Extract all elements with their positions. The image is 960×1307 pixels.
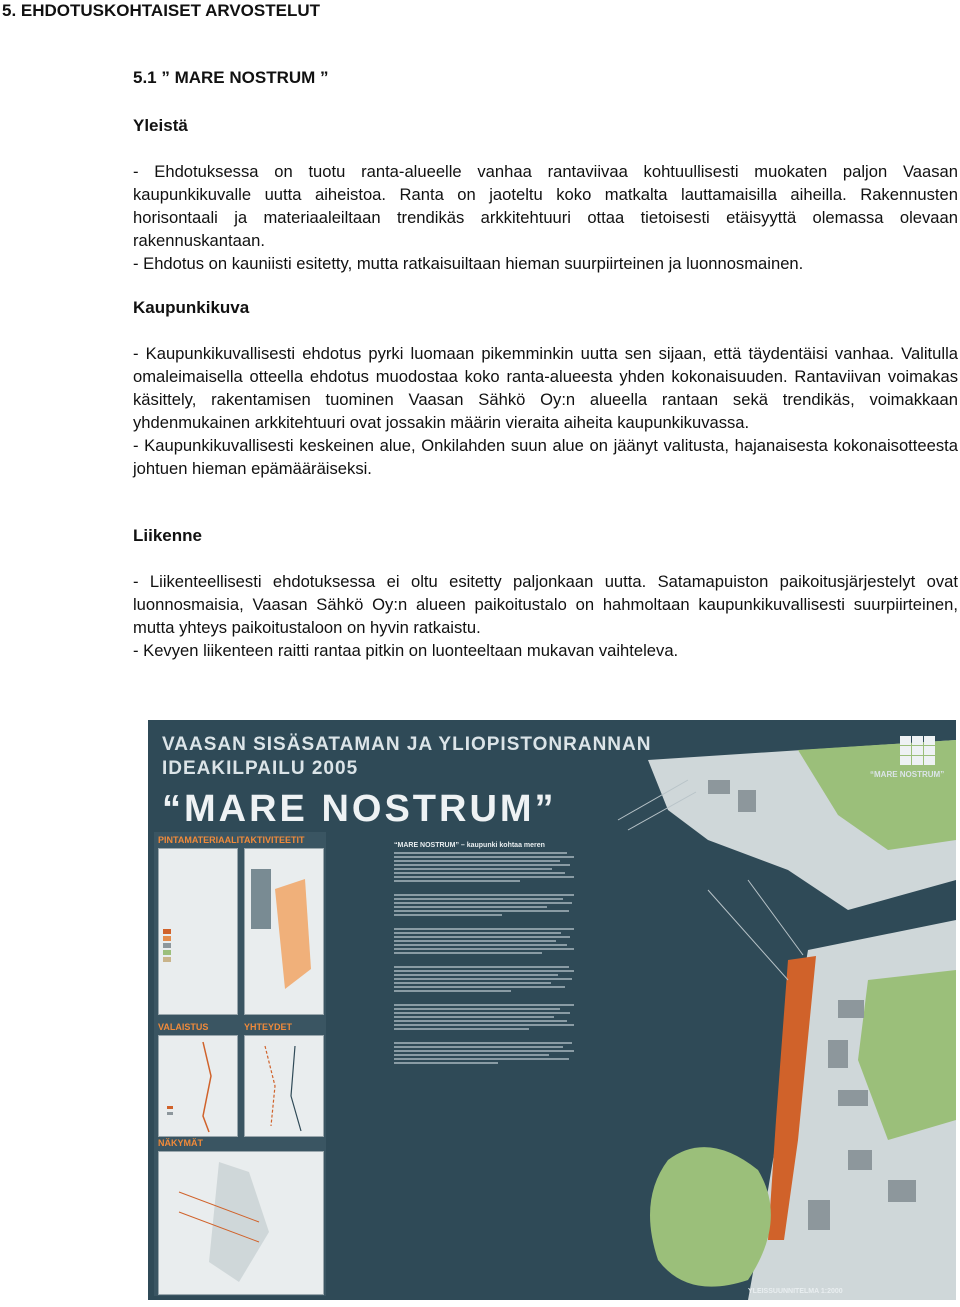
text-line xyxy=(394,1024,574,1026)
text-line xyxy=(394,970,574,972)
text-line xyxy=(394,1020,567,1022)
text-line xyxy=(394,944,567,946)
paragraph: - Ehdotuksessa on tuotu ranta-alueelle vanhaa rantaviivaa kohtuullisesti muokaten paljon Vaasan kaupunkikuvalle uutta aiheistoa. Ranta on jaoteltu koko matkalta lauttamaisilla aiheilla. Rakennusten horisontaali ja materiaaleiltaan trendikäs arkkitehtuuri ottaa tietoisesti etäisyyttä olemassa olevaan rakennuskantaan. xyxy=(133,162,958,250)
panel-nakymat xyxy=(158,1151,324,1295)
text-line xyxy=(394,880,520,882)
legend-materials xyxy=(163,929,171,964)
paragraph: - Kevyen liikenteen raitti rantaa pitkin on luonteeltaan mukavan vaihteleva. xyxy=(133,641,679,660)
panel-pintamateriaalit xyxy=(158,848,238,1015)
text-line xyxy=(394,966,569,968)
text-line xyxy=(394,852,567,854)
text-line xyxy=(394,952,542,954)
text-line xyxy=(394,1046,563,1048)
text-line xyxy=(394,864,570,866)
panel-label-yhteydet: YHTEYDET xyxy=(244,1022,293,1032)
text-line xyxy=(394,1016,554,1018)
text-line xyxy=(394,906,547,908)
paragraph: - Kaupunkikuvallisesti ehdotus pyrki luomaan pikemminkin uutta sen sijaan, että täydentäisi vanhaa. Valitulla omaleimaisella otteella ehdotus muodostaa koko ranta-alueesta yhden kokonaisuuden. Rantaviivan voimakas käsittely, rakentamisen tuominen Vaasan Sähkö Oy:n alueella rantaan sekä trendikäs, voimakkaan yhdenmukainen arkkitehtuuri ovat jossakin määrin vieraita aiheita kaupunkikuvassa. xyxy=(133,344,958,432)
section-body-yleista xyxy=(133,160,958,275)
section-body-kaupunkikuva xyxy=(133,342,958,480)
text-line xyxy=(394,978,572,980)
text-column-heading: “MARE NOSTRUM” – kaupunki kohtaa meren xyxy=(394,842,545,849)
text-line xyxy=(394,856,574,858)
panel-label-aktiviteetit: AKTIVITEETIT xyxy=(244,835,305,845)
text-line xyxy=(394,1062,498,1064)
scale-label: YLEISSUUNNITELMA 1:2000 xyxy=(748,1288,843,1295)
text-line xyxy=(394,1028,529,1030)
subchapter-title: 5.1 ” MARE NOSTRUM ” xyxy=(133,68,329,87)
text-line xyxy=(394,868,552,870)
text-line xyxy=(394,986,565,988)
section-heading-yleista: Yleistä xyxy=(133,116,188,135)
green-island xyxy=(650,1147,771,1287)
text-line xyxy=(394,1054,549,1056)
text-line xyxy=(394,894,574,896)
text-line xyxy=(394,1050,574,1052)
text-line xyxy=(394,872,565,874)
activities-diagram xyxy=(245,849,323,1014)
text-line xyxy=(394,1042,572,1044)
lighting-diagram xyxy=(159,1036,237,1136)
text-line xyxy=(394,910,569,912)
text-line xyxy=(394,1008,560,1010)
text-line xyxy=(394,990,511,992)
text-line xyxy=(394,948,574,950)
panel-label-nakymat: NÄKYMÄT xyxy=(158,1138,203,1148)
text-line xyxy=(394,940,556,942)
views-diagram xyxy=(159,1152,323,1294)
poster-title-line1: VAASAN SISÄSATAMAN JA YLIOPISTONRANNAN xyxy=(162,734,652,755)
text-line xyxy=(394,860,560,862)
panel-yhteydet xyxy=(244,1035,324,1137)
text-line xyxy=(394,914,502,916)
connections-diagram xyxy=(245,1036,323,1136)
competition-poster xyxy=(148,720,956,1300)
panel-label-valaistus: VALAISTUS xyxy=(158,1022,209,1032)
text-line xyxy=(394,1058,569,1060)
text-line xyxy=(394,932,561,934)
panel-valaistus xyxy=(158,1035,238,1137)
panel-label-pintamateriaalit: PINTAMATERIAALIT xyxy=(158,835,245,845)
text-line xyxy=(394,1004,574,1006)
text-line xyxy=(394,1012,570,1014)
text-line xyxy=(394,936,570,938)
poster-title-line3: “MARE NOSTRUM” xyxy=(162,788,557,830)
paragraph: - Ehdotus on kauniisti esitetty, mutta ratkaisuiltaan hieman suurpiirteinen ja luonnosmainen. xyxy=(133,254,804,273)
section-heading-kaupunkikuva: Kaupunkikuva xyxy=(133,298,250,317)
section-heading-liikenne: Liikenne xyxy=(133,526,202,545)
text-line xyxy=(394,928,574,930)
poster-title xyxy=(162,734,651,831)
text-line xyxy=(394,898,563,900)
panel-aktiviteetit xyxy=(244,848,324,1015)
grid-logo-icon xyxy=(900,736,936,766)
text-line xyxy=(394,902,572,904)
chapter-title: 5. EHDOTUSKOHTAISET ARVOSTELUT xyxy=(2,1,320,20)
text-line xyxy=(394,982,551,984)
poster-title-line2: IDEAKILPAILU 2005 xyxy=(162,758,359,779)
paragraph: - Liikenteellisesti ehdotuksessa ei oltu esitetty paljonkaan uutta. Satamapuiston paikoitusjärjestelyt ovat luonnosmaisia, Vaasan Sähkö Oy:n alueen paikoitustalo on hahmoltaan kaupunkikuvallisesti suurpiirteinen, mutta yhteys paikoitustaloon on hyvin ratkaistu. xyxy=(133,572,958,637)
section-body-liikenne xyxy=(133,570,958,662)
text-line xyxy=(394,876,574,878)
logo-caption: “MARE NOSTRUM” xyxy=(870,770,945,779)
text-line xyxy=(394,974,558,976)
poster-text-column xyxy=(394,838,574,1066)
paragraph: - Kaupunkikuvallisesti keskeinen alue, Onkilahden suun alue on jäänyt valitusta, hajanaisesta kokonaisotteesta johtuen hieman epämääräiseksi. xyxy=(133,436,958,478)
